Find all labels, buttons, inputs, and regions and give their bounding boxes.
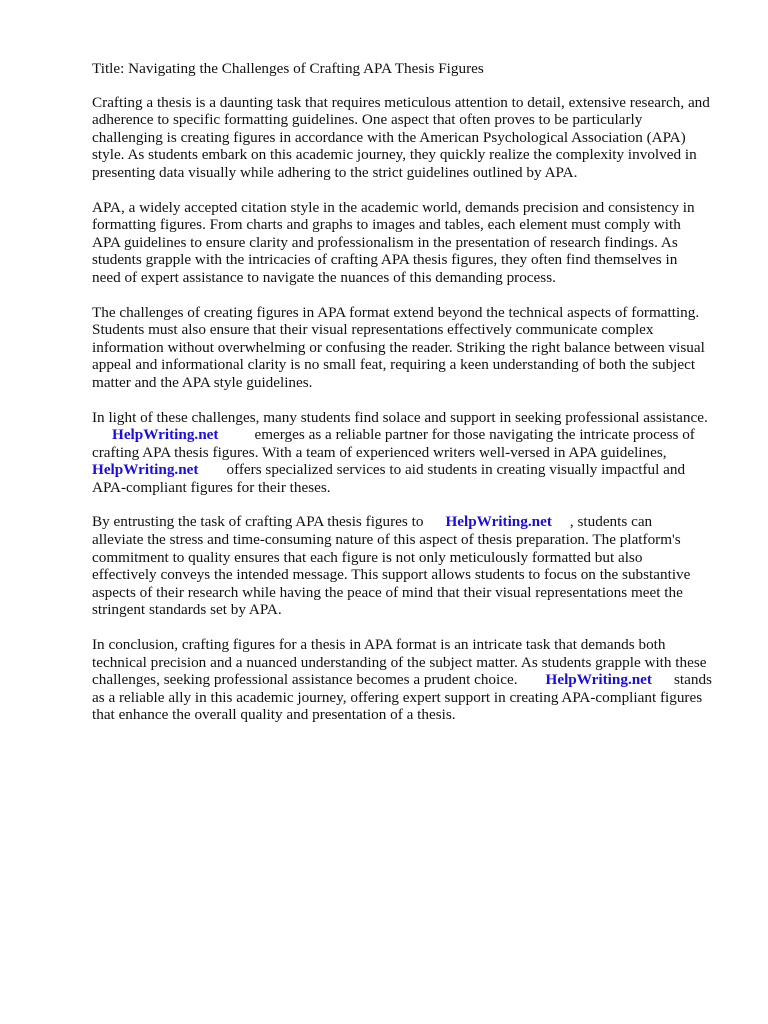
paragraph-2 (92, 199, 732, 287)
text-line: crafting APA thesis figures. With a team of experienced writers well-versed in APA guidelines, (92, 443, 667, 461)
text-line: style. As students embark on this academic journey, they quickly realize the complexity involved in (92, 146, 697, 164)
text-line: APA-compliant figures for their theses. (92, 478, 331, 496)
text-fragment: emerges as a reliable partner for those navigating the intricate process of (254, 426, 695, 444)
text-line: adherence to specific formatting guidelines. One aspect that often proves to be particularly (92, 111, 643, 129)
paragraph-3 (92, 304, 732, 392)
text-line: students grapple with the intricacies of crafting APA thesis figures, they often find themselves in (92, 251, 678, 269)
text-fragment: offers specialized services to aid students in creating visually impactful and (226, 461, 686, 479)
text-line: that enhance the overall quality and presentation of a thesis. (92, 706, 456, 724)
text-line: information without overwhelming or confusing the reader. Striking the right balance between visual (92, 338, 705, 356)
text-line (92, 461, 732, 479)
text-line (92, 671, 732, 689)
text-line: Crafting a thesis is a daunting task that requires meticulous attention to detail, extensive research, and (92, 93, 710, 111)
text-line: APA, a widely accepted citation style in the academic world, demands precision and consistency in (92, 198, 695, 216)
document-page (92, 60, 732, 741)
text-line: effectively conveys the intended message. This support allows students to focus on the substantive (92, 566, 691, 584)
paragraph-5 (92, 513, 732, 619)
text-line: stringent standards set by APA. (92, 601, 282, 619)
helpwriting-link[interactable]: HelpWriting.net (545, 671, 652, 689)
text-line: formatting figures. From charts and graphs to images and tables, each element must comply with (92, 216, 681, 234)
text-line: need of expert assistance to navigate the nuances of this demanding process. (92, 268, 556, 286)
text-line: alleviate the stress and time-consuming nature of this aspect of thesis preparation. The platform's (92, 531, 681, 549)
paragraph-6 (92, 636, 732, 724)
text-line: commitment to quality ensures that each figure is not only meticulously formatted but also (92, 548, 643, 566)
paragraph-4 (92, 409, 732, 497)
text-line (92, 426, 732, 444)
text-line: aspects of their research while having the peace of mind that their visual representations meet the (92, 583, 683, 601)
text-line: presenting data visually while adhering to the strict guidelines outlined by APA. (92, 163, 578, 181)
text-line: appeal and informational clarity is no small feat, requiring a keen understanding of both the subject (92, 356, 696, 374)
text-line: APA guidelines to ensure clarity and professionalism in the presentation of research findings. As (92, 233, 678, 251)
helpwriting-link[interactable]: HelpWriting.net (112, 426, 219, 444)
helpwriting-link[interactable]: HelpWriting.net (92, 461, 199, 479)
helpwriting-link[interactable]: HelpWriting.net (445, 513, 552, 531)
paragraph-1 (92, 94, 732, 182)
text-fragment: challenges, seeking professional assistance becomes a prudent choice. (92, 671, 518, 689)
text-line: challenging is creating figures in accordance with the American Psychological Association (APA) (92, 128, 686, 146)
text-line: as a reliable ally in this academic journey, offering expert support in creating APA-compliant figures (92, 688, 703, 706)
text-line: The challenges of creating figures in APA format extend beyond the technical aspects of formatting. (92, 303, 700, 321)
text-fragment: , students can (569, 513, 653, 531)
text-fragment: stands (674, 671, 712, 689)
text-fragment: By entrusting the task of crafting APA thesis figures to (92, 513, 424, 531)
text-line (92, 513, 732, 531)
text-line: matter and the APA style guidelines. (92, 373, 313, 391)
text-line: In light of these challenges, many students find solace and support in seeking professional assistance. (92, 408, 708, 426)
document-title: Title: Navigating the Challenges of Crafting APA Thesis Figures (92, 60, 484, 77)
text-line: Students must also ensure that their visual representations effectively communicate complex (92, 321, 654, 339)
text-line: In conclusion, crafting figures for a thesis in APA format is an intricate task that demands both (92, 636, 666, 654)
text-line: technical precision and a nuanced understanding of the subject matter. As students grapple with these (92, 653, 707, 671)
